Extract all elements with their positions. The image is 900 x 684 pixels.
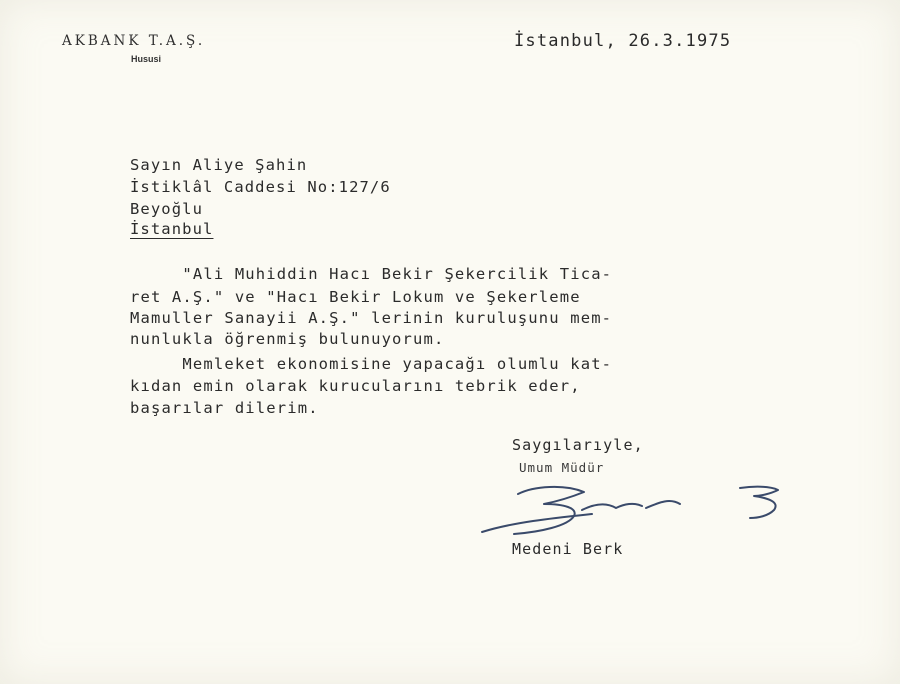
handwritten-signature (474, 474, 804, 540)
body-line: ret A.Ş." ve "Hacı Bekir Lokum ve Şekerleme (130, 288, 581, 306)
signatory-title: Umum Müdür (519, 460, 605, 475)
body-line: kıdan emin olarak kurucularını tebrik eder, (130, 377, 581, 395)
body-line: Mamuller Sanayii A.Ş." lerinin kuruluşunu mem- (130, 309, 613, 327)
body-line: "Ali Muhiddin Hacı Bekir Şekercilik Tica- (130, 265, 613, 283)
closing-salutation: Saygılarıyle, (512, 436, 644, 454)
recipient-name: Sayın Aliye Şahin (130, 156, 308, 174)
signatory-name: Medeni Berk (512, 540, 624, 558)
recipient-city: İstanbul (130, 220, 214, 238)
letterhead-company: AKBANK T.A.Ş. (62, 33, 206, 49)
letterhead-subtitle: Hususi (131, 54, 162, 64)
date-line: İstanbul, 26.3.1975 (514, 31, 732, 51)
recipient-street: İstiklâl Caddesi No:127/6 (130, 178, 391, 196)
body-line: Memleket ekonomisine yapacağı olumlu kat- (130, 355, 613, 373)
body-line: nunlukla öğrenmiş bulunuyorum. (130, 330, 445, 348)
recipient-district: Beyoğlu (130, 200, 204, 218)
body-line: başarılar dilerim. (130, 399, 319, 417)
